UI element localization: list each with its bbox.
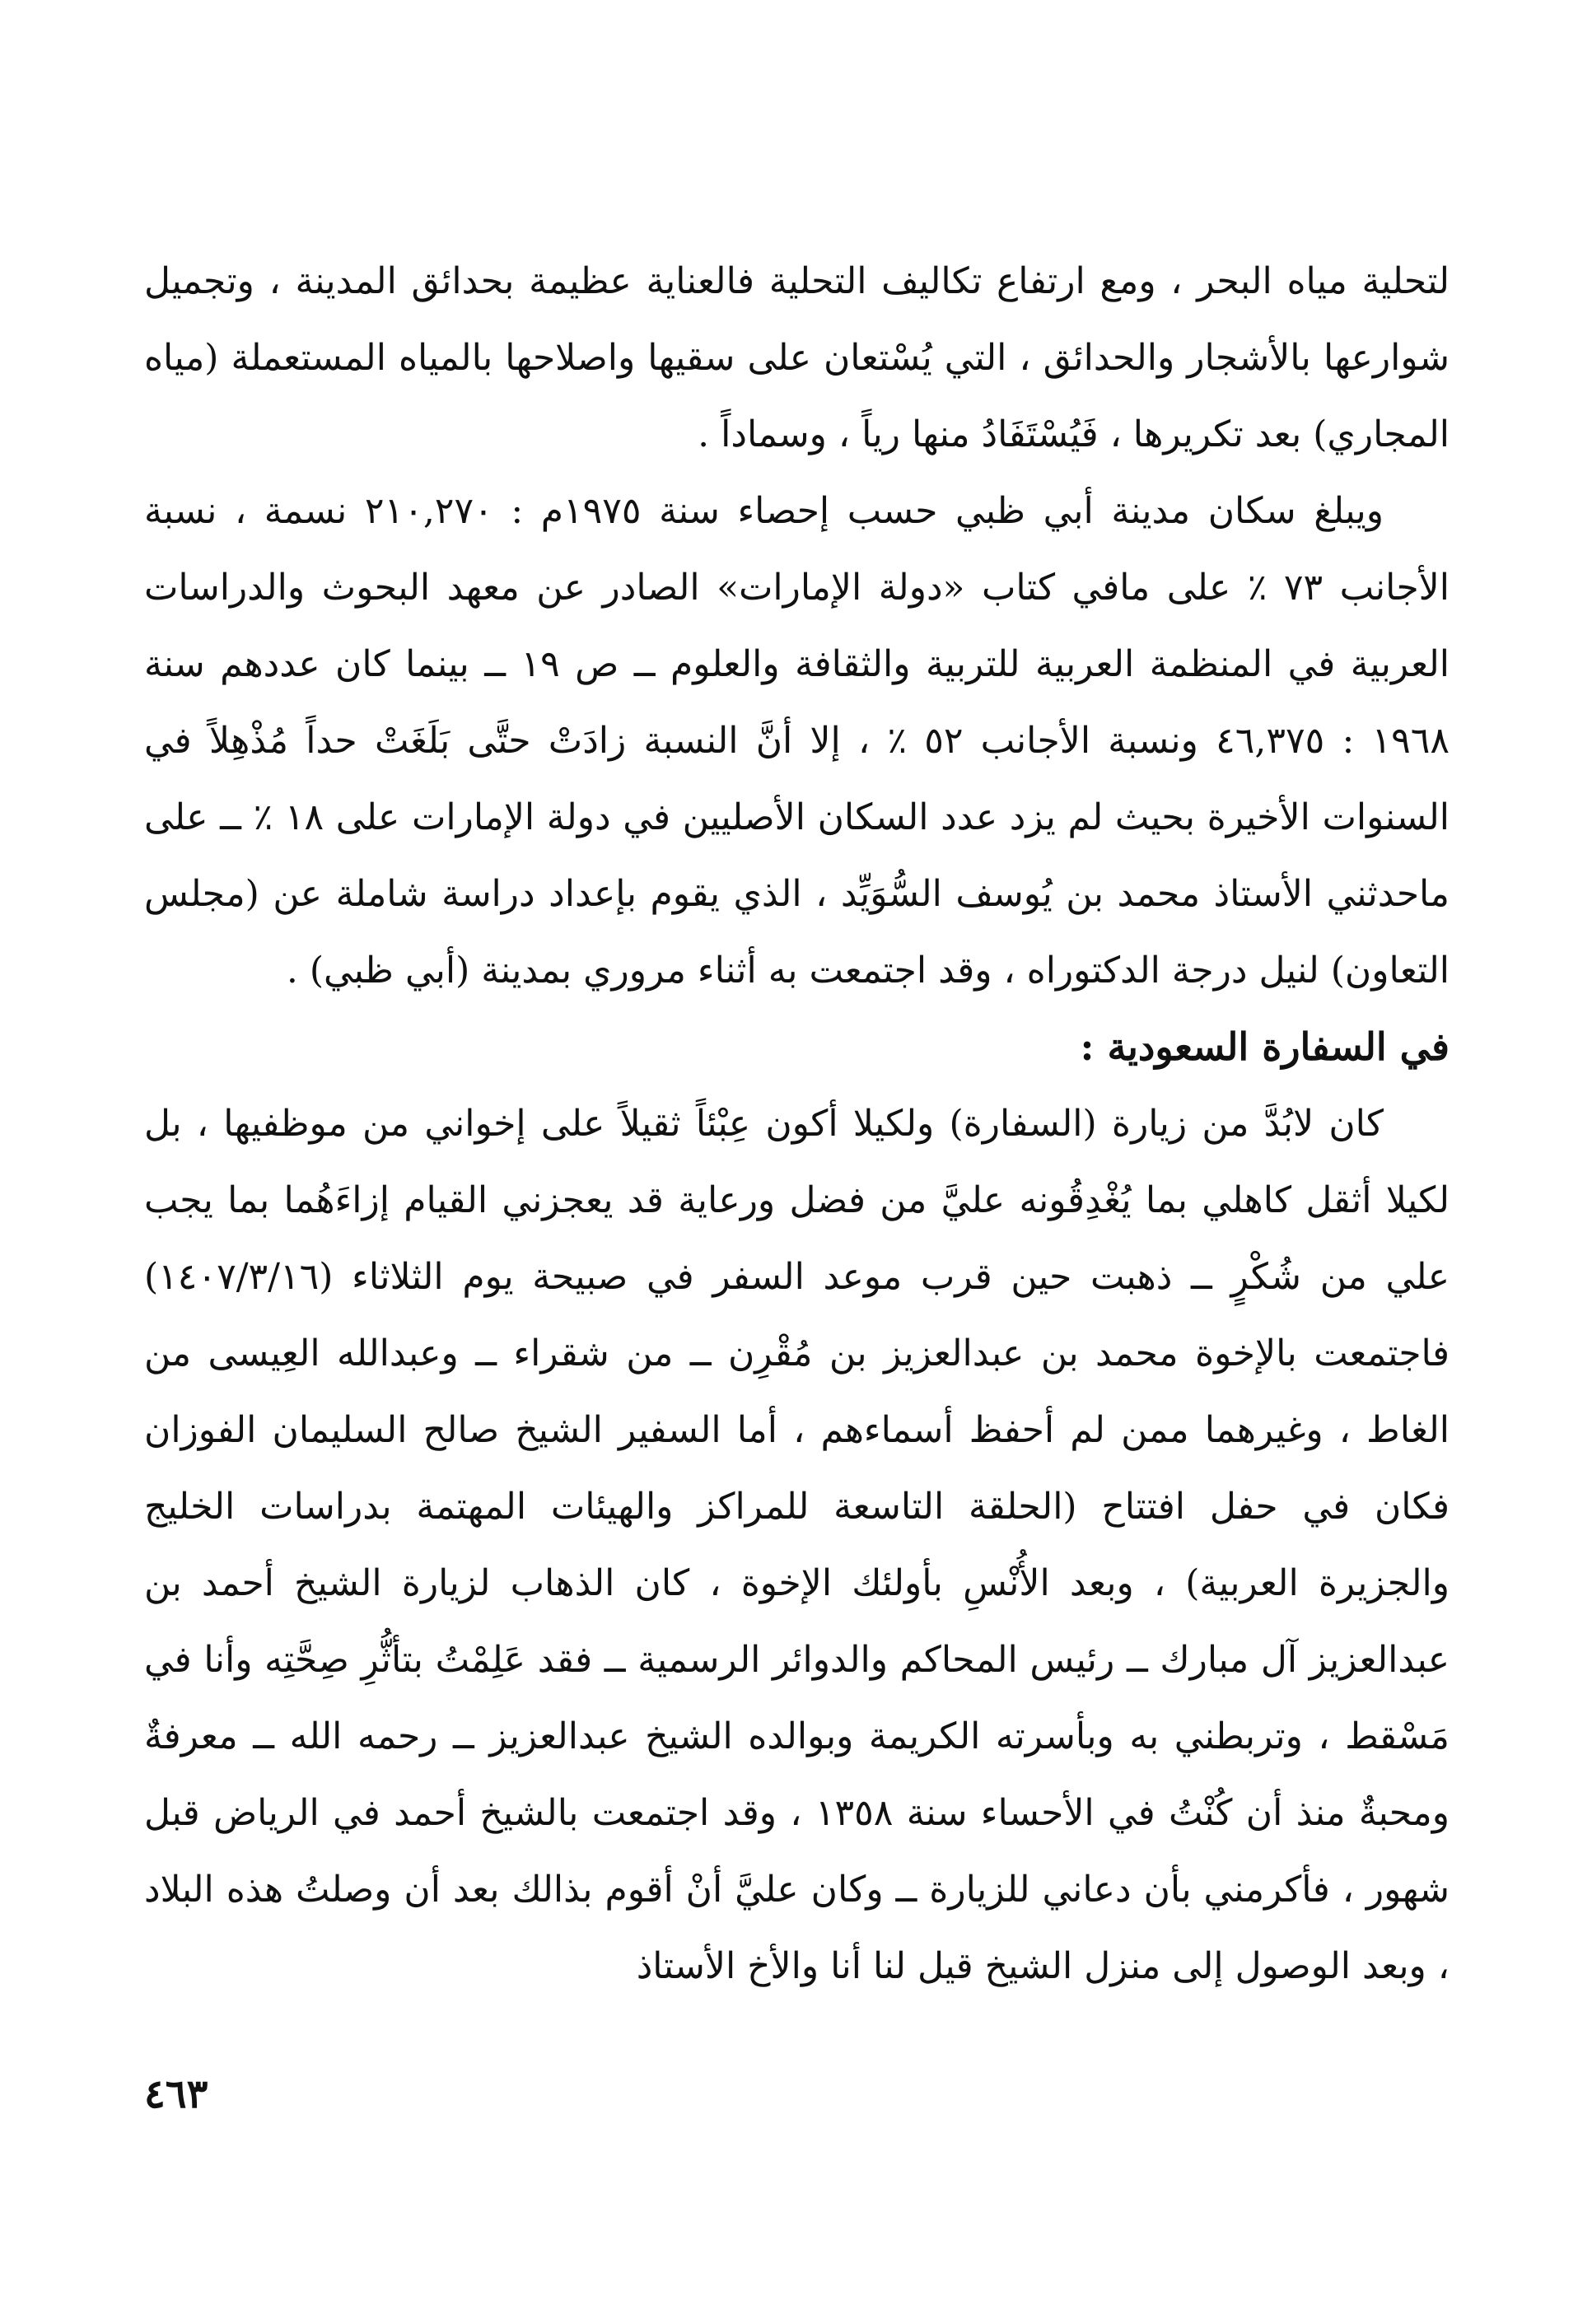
paragraph-1: لتحلية مياه البحر ، ومع ارتفاع تكاليف التحلية فالعناية عظيمة بحدائق المدينة ، وتجميل شوارعها بالأشجار والحدائق ، التي يُسْتعان على سقيها واصلاحها بالمياه المستعملة (مياه المجاري) بعد تكريرها ، فَيُسْتَفَادُ منها رياً ، وسماداً . (144, 260, 1450, 455)
section-heading: في السفارة السعودية : (1080, 1024, 1450, 1069)
paragraph-2: ويبلغ سكان مدينة أبي ظبي حسب إحصاء سنة ١٩٧٥م : ٢١٠,٢٧٠ نسمة ، نسبة الأجانب ٧٣ ٪ على مافي كتاب «دولة الإمارات» الصادر عن معهد البحوث والدراسات العربية في المنظمة العربية للتربية والثقافة والعلوم ــ ص ١٩ ــ بينما كان عددهم سنة ١٩٦٨ : ٤٦,٣٧٥ ونسبة الأجانب ٥٢ ٪ ، إلا أنَّ النسبة زادَتْ حتَّى بَلَغَتْ حداً مُذْهِلاً في السنوات الأخيرة بحيث لم يزد عدد السكان الأصليين في دولة الإمارات على ١٨ ٪ ــ على ماحدثني الأستاذ محمد بن يُوسف السُّوَيِّد ، الذي يقوم بإعداد دراسة شاملة عن (مجلس التعاون) لنيل درجة الدكتوراه ، وقد اجتمعت به أثناء مروري بمدينة (أبي ظبي) . (144, 490, 1450, 992)
page-number: ٤٦٣ (144, 2071, 208, 2117)
paragraph-3: كان لابُدَّ من زيارة (السفارة) ولكيلا أكون عِبْئاً ثقيلاً على إخواني من موظفيها ، بل لكيلا أثقل كاهلي بما يُغْدِقُونه عليَّ من فضل ورعاية قد يعجزني القيام إزاءَهُما بما يجب علي من شُكْرٍ ــ ذهبت حين قرب موعد السفر في صبيحة يوم الثلاثاء (١٤٠٧/٣/١٦) فاجتمعت بالإخوة محمد بن عبدالعزيز بن مُقْرِن ــ من شقراء ــ وعبدالله العِيسى من الغاط ، وغيرهما ممن لم أحفظ أسماءهم ، أما السفير الشيخ صالح السليمان الفوزان فكان في حفل افتتاح (الحلقة التاسعة للمراكز والهيئات المهتمة بدراسات الخليج والجزيرة العربية) ، وبعد الأُنْسِ بأولئك الإخوة ، كان الذهاب لزيارة الشيخ أحمد بن عبدالعزيز آل مبارك ــ رئيس المحاكم والدوائر الرسمية ــ فقد عَلِمْتُ بتأثُّرِ صِحَّتِه وأنا في مَسْقط ، وتربطني به وبأسرته الكريمة وبوالده الشيخ عبدالعزيز ــ رحمه الله ــ معرفةٌ ومحبةٌ منذ أن كُنْتُ في الأحساء سنة ١٣٥٨ ، وقد اجتمعت بالشيخ أحمد في الرياض قبل شهور ، فأكرمني بأن دعاني للزيارة ــ وكان عليَّ أنْ أقوم بذالك بعد أن وصلتُ هذه البلاد ، وبعد الوصول إلى منزل الشيخ قيل لنا أنا والأخ الأستاذ (144, 1103, 1450, 1987)
page-body (144, 243, 1450, 2004)
